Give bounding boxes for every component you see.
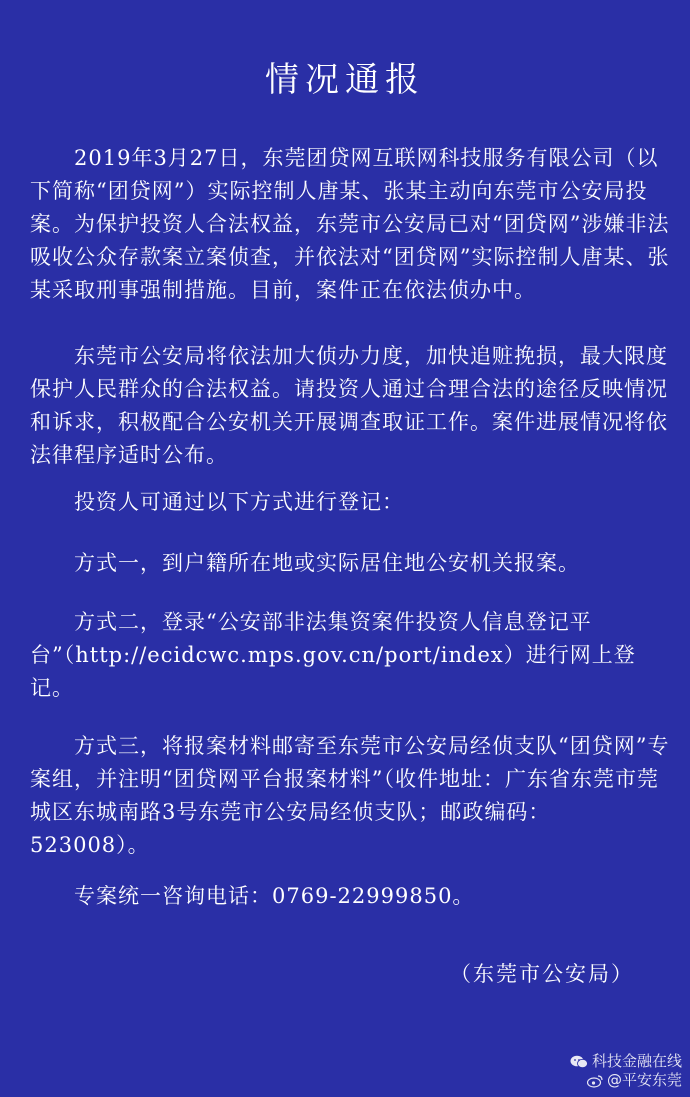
paragraph-investigation: 东莞市公安局将依法加大侦办力度，加快追赃挽损，最大限度保护人民群众的合法权益。请投资人通过合理合法的途径反映情况和诉求，积极配合公安机关开展调查取证工作。案件进展情况将依法律程序适时公布。	[30, 344, 668, 467]
weibo-icon	[587, 1074, 603, 1088]
wechat-account-label: 科技金融在线	[591, 1052, 682, 1070]
paragraph-method-one: 方式一，到户籍所在地或实际居住地公安机关报案。	[74, 551, 580, 575]
paragraph-registration-intro: 投资人可通过以下方式进行登记：	[74, 490, 404, 514]
notice-title: 情况通报	[265, 60, 425, 100]
paragraph-case-filed: 2019年3月27日，东莞团贷网互联网科技服务有限公司（以下简称“团贷网”）实际控制人唐某、张某主动向东莞市公安局投案。为保护投资人合法权益，东莞市公安局已对“团贷网”涉嫌非法吸收公众存款案立案侦查，并依法对“团贷网”实际控制人唐某、张某采取刑事强制措施。目前，案件正在依法侦办中。	[30, 146, 670, 302]
paragraph-method-two: 方式二，登录“公安部非法集资案件投资人信息登记平台”（http://ecidcwc.mps.gov.cn/port/index）进行网上登记。	[30, 610, 636, 700]
wechat-watermark	[570, 1052, 682, 1071]
weibo-account-label: @平安东莞	[606, 1071, 682, 1089]
paragraph-hotline: 专案统一咨询电话：0769-22999850。	[74, 884, 475, 908]
watermark	[570, 1052, 682, 1090]
wechat-icon	[570, 1055, 588, 1069]
paragraph-method-three: 方式三，将报案材料邮寄至东莞市公安局经侦支队“团贷网”专案组，并注明“团贷网平台报案材料”（收件地址：广东省东莞市莞城区东城南路3号东莞市公安局经侦支队；邮政编码：523008）。	[30, 734, 670, 857]
weibo-watermark	[570, 1071, 682, 1090]
issuer-signature: （东莞市公安局）	[450, 962, 634, 986]
